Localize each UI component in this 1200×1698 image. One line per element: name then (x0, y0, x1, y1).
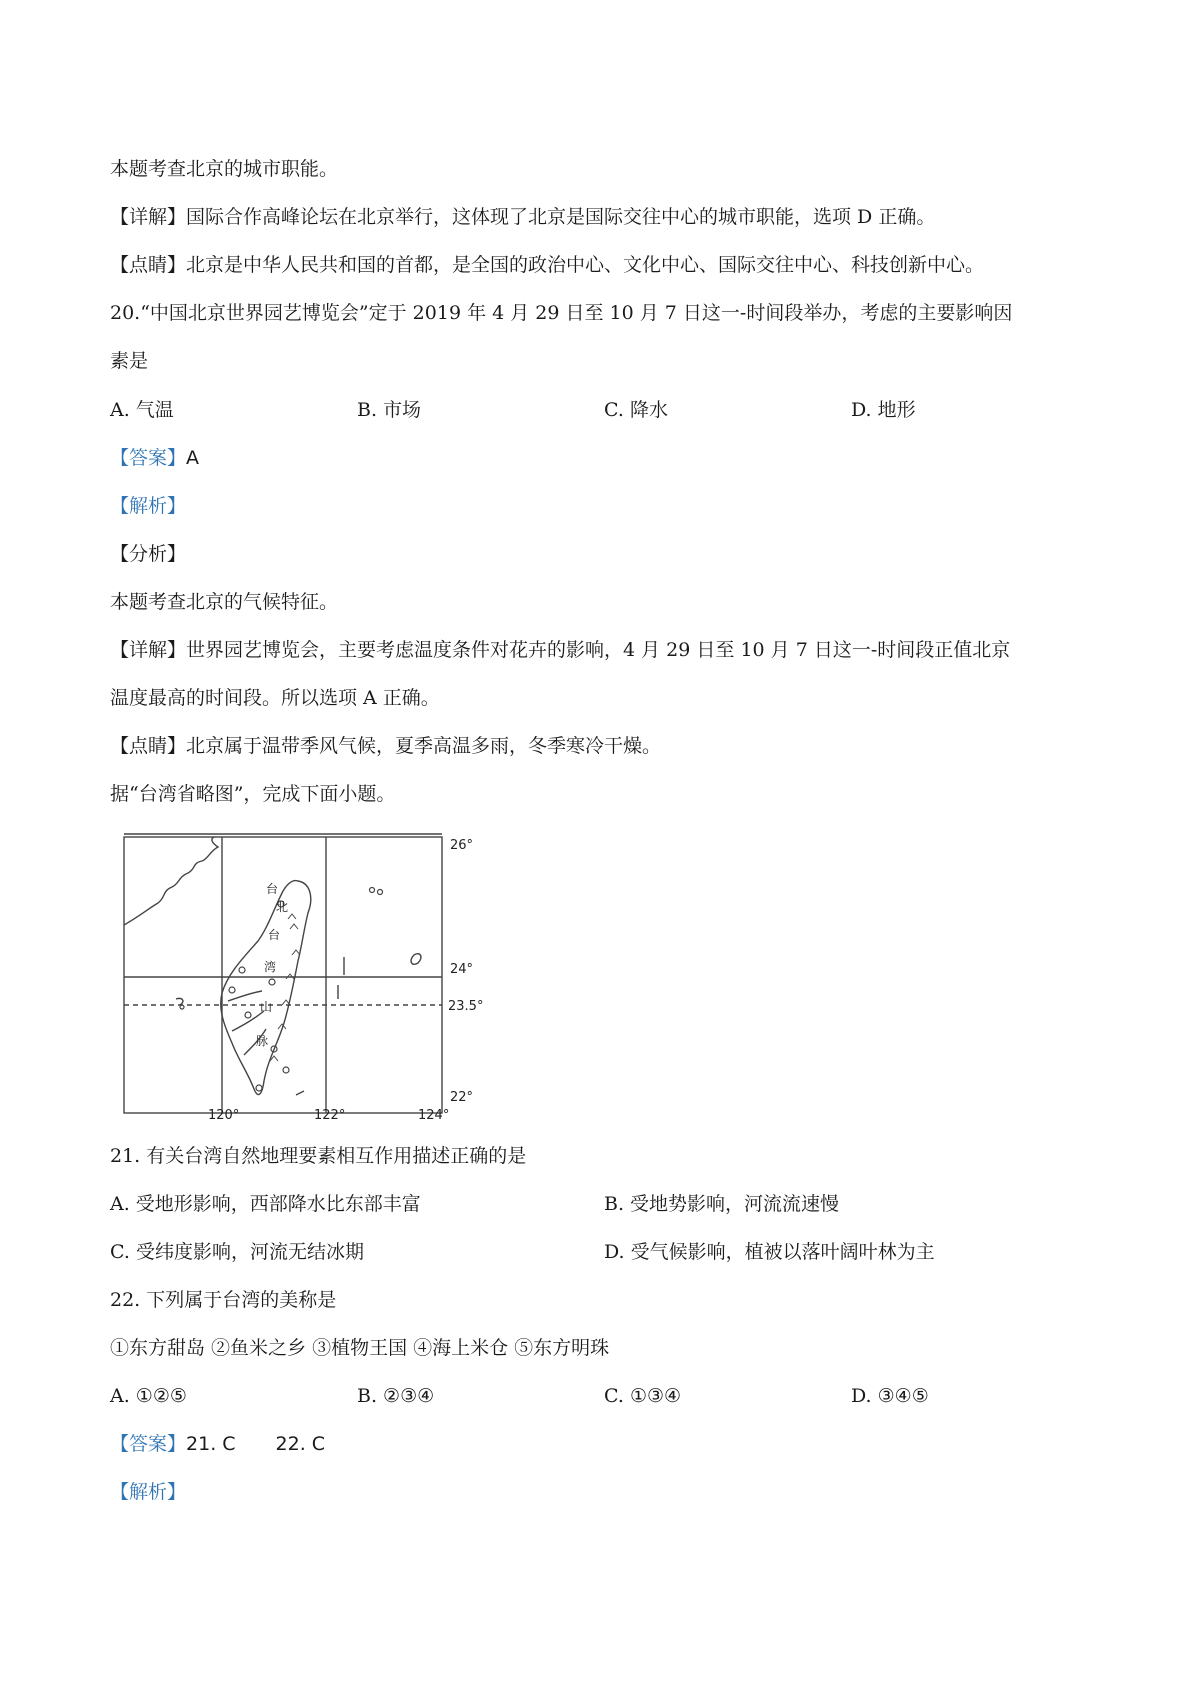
q20-option-c: C. 降水 (604, 399, 668, 421)
answer-22: 22. C (275, 1433, 326, 1455)
q21-option-c: C. 受纬度影响，河流无结冰期 (110, 1241, 364, 1263)
q20-option-a: A. 气温 (110, 399, 174, 421)
city-marker (239, 967, 245, 973)
q21-22-analysis-tag: 【解析】 (110, 1481, 187, 1503)
q20-fenxi: 本题考查北京的气候特征。 (110, 591, 339, 613)
q21-stem: 21. 有关台湾自然地理要素相互作用描述正确的是 (110, 1145, 527, 1167)
q22-option-c: C. ①③④ (604, 1385, 682, 1407)
place-char: 山 (260, 1000, 273, 1014)
islet (378, 890, 383, 895)
q22-option-a: A. ①②⑤ (110, 1385, 187, 1407)
city-marker (229, 987, 235, 993)
comment-tag: 【点睛】 (110, 735, 187, 757)
place-char: 脉 (256, 1034, 269, 1048)
penghu-island (176, 998, 183, 1005)
lon-label-122: 122° (314, 1108, 346, 1123)
q20-stem-line2: 素是 (110, 350, 149, 372)
q20-detail-line1 (110, 638, 1010, 662)
lat-label-26: 26° (450, 838, 474, 853)
detail-text: 国际合作高峰论坛在北京举行，这体现了北京是国际交往中心的城市职能，选项 D 正确。 (186, 206, 936, 228)
detail-text: 世界园艺博览会，主要考虑温度条件对花卉的影响，4 月 29 日至 10 月 7 日这一-时间段正值北京 (186, 639, 1011, 661)
islet (180, 1005, 184, 1009)
q21-option-d: D. 受气候影响，植被以落叶阔叶林为主 (604, 1241, 935, 1263)
q19-detail (110, 205, 935, 229)
lat-label-24: 24° (450, 962, 474, 977)
lat-label-23-5: 23.5° (448, 999, 484, 1014)
q22-option-b: B. ②③④ (357, 1385, 435, 1407)
islet (370, 888, 375, 893)
answer-tag: 【答案】 (110, 447, 187, 469)
place-char: 湾 (264, 960, 277, 974)
intro-line: 本题考查北京的城市职能。 (110, 158, 339, 180)
q20-option-d: D. 地形 (851, 399, 916, 421)
q20-comment (110, 734, 661, 758)
place-char: 北 (276, 900, 289, 914)
q20-fenxi-tag: 【分析】 (110, 543, 187, 565)
q21-option-b: B. 受地势影响，河流流速慢 (604, 1193, 840, 1215)
q21-22-answer (110, 1432, 325, 1456)
island (296, 1091, 304, 1095)
river (232, 1011, 264, 1031)
lon-label-124: 124° (418, 1108, 450, 1123)
q21-option-a: A. 受地形影响，西部降水比东部丰富 (110, 1193, 421, 1215)
city-marker (256, 1085, 262, 1091)
q22-stem: 22. 下列属于台湾的美称是 (110, 1289, 337, 1311)
city-marker (269, 979, 275, 985)
lat-label-22: 22° (450, 1090, 474, 1105)
map-intro: 据“台湾省略图”，完成下面小题。 (110, 783, 396, 805)
place-char: 台 (266, 882, 279, 896)
q22-option-d: D. ③④⑤ (851, 1385, 929, 1407)
q20-option-b: B. 市场 (357, 399, 422, 421)
q20-answer (110, 446, 199, 470)
answer-value: A (186, 447, 200, 469)
city-marker (283, 1067, 289, 1073)
q20-detail-line2: 温度最高的时间段。所以选项 A 正确。 (110, 687, 440, 709)
answer-21: 21. C (186, 1433, 236, 1455)
comment-tag: 【点睛】 (110, 254, 187, 276)
detail-tag: 【详解】 (110, 639, 187, 661)
answer-tag: 【答案】 (110, 1433, 187, 1455)
q20-analysis-tag: 【解析】 (110, 495, 187, 517)
q20-stem-line1: 20.“中国北京世界园艺博览会”定于 2019 年 4 月 29 日至 10 月 7 日这一-时间段举办，考虑的主要影响因 (110, 302, 1013, 324)
taiwan-map (118, 833, 513, 1123)
mainland-coastline (124, 837, 218, 925)
city-marker (245, 1012, 251, 1018)
place-char: 台 (268, 928, 281, 942)
comment-text: 北京属于温带季风气候，夏季高温多雨，冬季寒冷干燥。 (186, 735, 662, 757)
detail-tag: 【详解】 (110, 206, 187, 228)
q19-comment (110, 253, 984, 277)
q22-items: ①东方甜岛 ②鱼米之乡 ③植物王国 ④海上米仓 ⑤东方明珠 (110, 1337, 610, 1359)
comment-text: 北京是中华人民共和国的首都，是全国的政治中心、文化中心、国际交往中心、科技创新中心。 (186, 254, 985, 276)
island (411, 954, 421, 965)
lon-label-120: 120° (208, 1108, 240, 1123)
